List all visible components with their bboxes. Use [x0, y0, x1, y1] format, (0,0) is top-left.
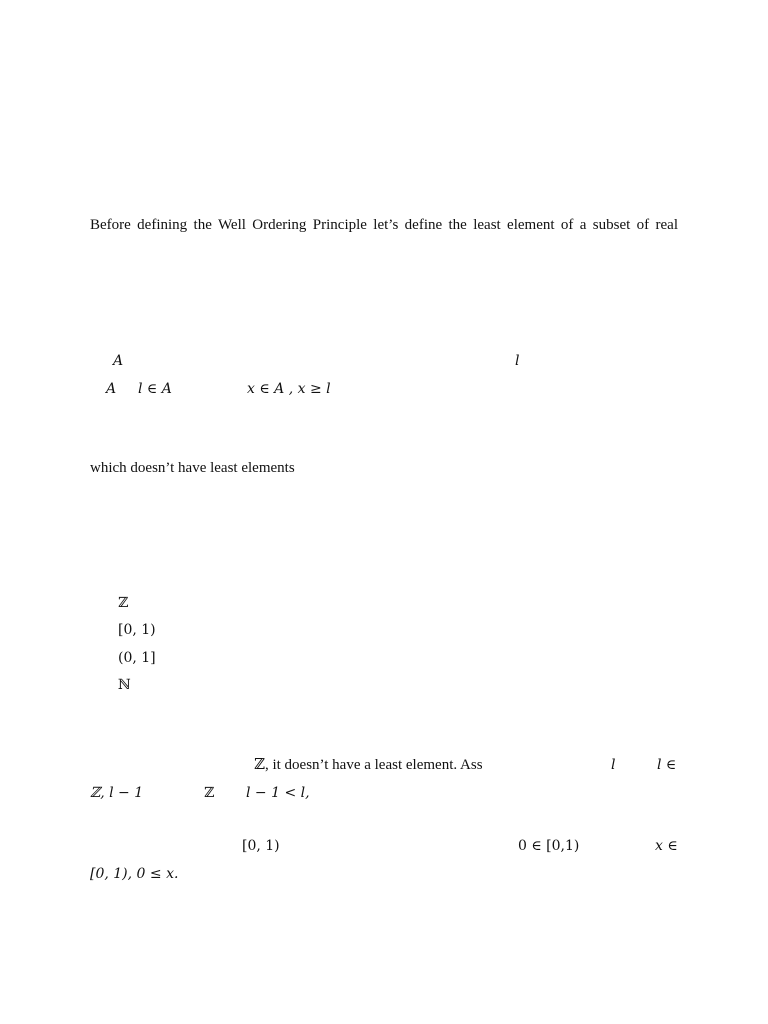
example-left-open-interval: (0, 1]: [118, 650, 156, 666]
proof1-l-symbol: l: [611, 757, 616, 773]
proof1-l-in-expression: l ∈: [657, 757, 677, 773]
least-condition-expression: x ∈ A , x ≥ l: [247, 381, 331, 397]
proof1-z-expression: ℤ, l − 1: [90, 785, 144, 801]
example-half-open-interval: [0, 1): [118, 622, 156, 638]
proof1-z-symbol: ℤ: [204, 785, 215, 801]
intro-text: Before defining the Well Ordering Principle let’s define the least element of a subset of real: [90, 217, 678, 233]
proof2-inequality-line: [0, 1), 0 ≤ x.: [90, 866, 179, 882]
proof2-zero-in-expression: 0 ∈ [0,1): [518, 838, 580, 854]
proof2-x-in-expression: x ∈: [655, 838, 678, 854]
least-element-symbol: l: [515, 353, 520, 369]
l-in-a-expression: l ∈ A: [138, 381, 172, 397]
example-naturals: ℕ: [118, 677, 131, 693]
set-a-symbol: A: [113, 353, 124, 369]
example-integers: ℤ: [118, 595, 129, 611]
set-a-symbol-2: A: [106, 381, 117, 397]
proof1-text: ℤ, it doesn’t have a least element. Ass: [254, 757, 483, 773]
proof2-interval: [0, 1): [242, 838, 280, 854]
examples-intro-text: which doesn’t have least elements: [90, 460, 295, 476]
proof1-inequality: l − 1 < l,: [246, 785, 310, 801]
